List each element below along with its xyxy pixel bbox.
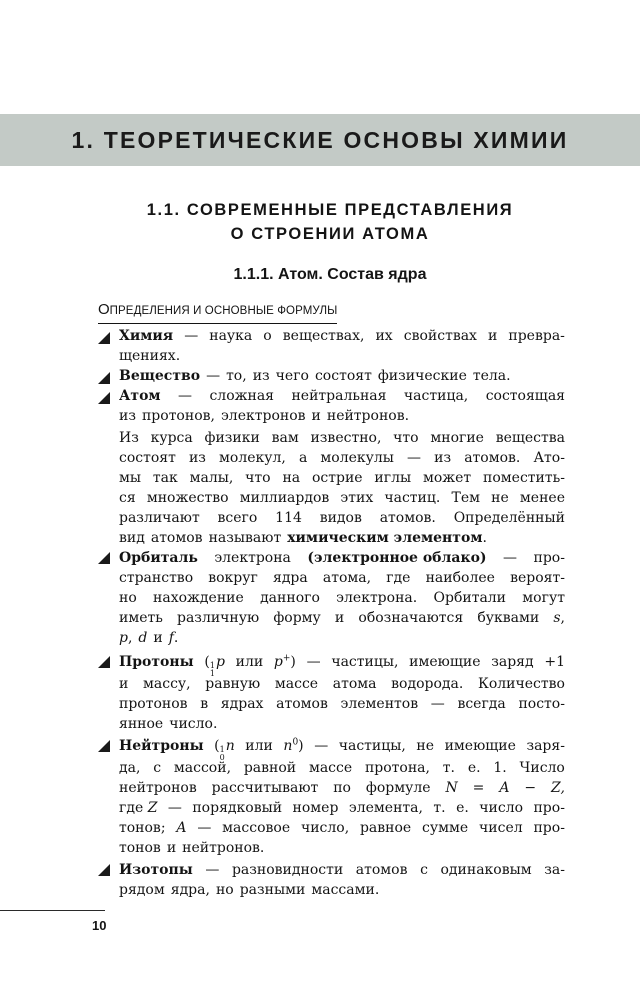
text-line: Нейтроны ( 1 0 n или $n^0$) — частицы, не имеющие заря-: [119, 737, 565, 762]
word: острие: [311, 470, 363, 486]
word: обозначаются: [358, 610, 464, 626]
word: веществах,: [282, 328, 365, 344]
word: из: [434, 450, 452, 466]
word: и: [488, 328, 498, 344]
word: атома,: [322, 570, 372, 586]
word: атома: [332, 676, 377, 692]
orbital-letter-p: p: [119, 630, 128, 646]
orbital-letter-d: d: [138, 630, 148, 646]
bullet-triangle-icon: [98, 392, 110, 404]
word: одинаковым: [440, 862, 532, 878]
chapter-title: 1. ТЕОРЕТИЧЕСКИЕ ОСНОВЫ ХИМИИ: [71, 127, 569, 153]
word: менее: [519, 490, 565, 506]
word: т.: [433, 800, 446, 816]
word: свойствах: [403, 328, 477, 344]
word: превра-: [508, 328, 565, 344]
word: этих: [340, 490, 374, 506]
word: число: [479, 800, 524, 816]
word: нейтральная: [291, 388, 387, 404]
word: разновидности: [231, 862, 344, 878]
word: атомов.: [464, 450, 521, 466]
word: форму: [273, 610, 321, 626]
word: протонов,: [141, 408, 215, 424]
neutron-superscript: 0: [292, 737, 299, 748]
word: вам: [271, 430, 299, 446]
word: имеющие: [444, 738, 516, 754]
bullet-triangle-icon: [98, 864, 110, 876]
word: Из: [119, 430, 139, 446]
formula-operator: =: [472, 780, 485, 796]
subsection-title: 1.1.1. Атом. Состав ядра: [233, 266, 427, 283]
word: атомов: [276, 696, 328, 712]
word: из: [252, 368, 270, 384]
word: так: [152, 470, 178, 486]
word: и: [311, 408, 321, 424]
term-chemical-element: химическим элементом: [287, 530, 483, 546]
word: частицы,: [331, 654, 399, 670]
word: тонов: [119, 840, 161, 856]
word: но: [119, 590, 137, 606]
word: атомов.: [379, 510, 436, 526]
text-line: [119, 880, 565, 900]
word: порядковый: [192, 800, 283, 816]
word: протона,: [364, 760, 430, 776]
word: протонов: [119, 696, 188, 712]
word: формуле: [365, 780, 431, 796]
bullet-triangle-icon: [98, 552, 110, 564]
neutron-charge-number: 0: [219, 753, 225, 762]
word: в: [200, 696, 209, 712]
formula-symbol: Z: [147, 800, 158, 816]
word: водорода.: [391, 676, 464, 692]
text-line: [119, 428, 565, 448]
word: —: [407, 450, 422, 466]
word: —: [205, 862, 220, 878]
formula-symbol: Z,: [551, 780, 565, 796]
word: а: [298, 450, 308, 466]
word: элемента,: [348, 800, 423, 816]
word: иглы: [374, 470, 412, 486]
word: е.: [467, 760, 481, 776]
text-line: [119, 568, 565, 588]
word: молекулы: [320, 450, 394, 466]
term-electron-cloud: (электронное облако): [307, 550, 487, 566]
text-line: [119, 406, 565, 426]
word: заряд: [491, 654, 534, 670]
word: массу,: [143, 676, 191, 692]
text-line: где Z — порядковый номер элемента, т. е. число про-: [119, 800, 565, 816]
word: разными: [239, 882, 306, 898]
formula-operator: −: [524, 780, 537, 796]
word: нахождение: [153, 590, 244, 606]
text-line: [119, 548, 565, 568]
word: частица,: [403, 388, 469, 404]
word: массой,: [173, 760, 232, 776]
word: —: [306, 654, 321, 670]
word: Орбитали: [433, 590, 507, 606]
word: вещества: [495, 430, 565, 446]
word: номер: [292, 800, 339, 816]
bullet-triangle-icon: [98, 372, 110, 384]
word: тела.: [472, 368, 511, 384]
word: состоят: [119, 450, 176, 466]
section-title-line-1: 1.1. СОВРЕМЕННЫЕ ПРЕДСТАВЛЕНИЯ: [146, 201, 514, 219]
term-protons: Протоны: [119, 654, 194, 670]
word: —: [184, 328, 199, 344]
text-line: [119, 838, 565, 858]
text-line: вид атомов называют химическим элементом.: [119, 530, 487, 546]
word: и: [334, 610, 345, 626]
text-line: иметь различную форму и обозначаются буквами s,: [119, 610, 565, 626]
word: сложная: [209, 388, 275, 404]
text-line: [119, 468, 565, 488]
word: —: [178, 388, 193, 404]
word: —: [430, 696, 445, 712]
word: янное: [119, 716, 164, 732]
word: вид: [119, 530, 145, 546]
word: наука: [209, 328, 253, 344]
page-number: 10: [92, 918, 107, 933]
chapter-banner: [0, 114, 640, 166]
word: может: [422, 470, 472, 486]
word: то,: [226, 368, 247, 384]
term-neutrons: Нейтроны: [119, 738, 204, 754]
text-line: [119, 326, 565, 346]
word: о: [263, 328, 272, 344]
word: миллиардов: [239, 490, 330, 506]
word: ядра: [272, 570, 308, 586]
text-line: [119, 778, 565, 798]
word: по: [333, 780, 351, 796]
word: про-: [533, 550, 565, 566]
word: множество: [146, 490, 229, 506]
word: называют: [208, 530, 282, 546]
word: число,: [300, 820, 350, 836]
word: щениях.: [119, 348, 181, 364]
word: нейтронов.: [182, 840, 265, 856]
word: 1.: [493, 760, 507, 776]
formula-symbol: A: [176, 820, 187, 836]
word: не: [416, 738, 435, 754]
word: атомов: [150, 530, 203, 546]
text-line: [119, 386, 565, 406]
word: и: [119, 676, 129, 692]
orbital-letter-f: f: [168, 630, 174, 646]
word: —: [503, 550, 518, 566]
term-orbital: Орбиталь: [119, 550, 198, 566]
word: равное: [359, 820, 412, 836]
word: чисел: [479, 820, 523, 836]
word: иметь: [119, 610, 163, 626]
neutron-mass-number: 1: [219, 745, 225, 754]
word: их: [375, 328, 393, 344]
word: с: [153, 760, 162, 776]
word: да,: [119, 760, 141, 776]
term-substance: Вещество: [119, 368, 201, 384]
word: Тем: [451, 490, 480, 506]
text-line: [119, 694, 565, 714]
word: вероят-: [510, 570, 565, 586]
word: имеющие: [409, 654, 481, 670]
bullet-triangle-icon: [98, 740, 110, 752]
section-title-line-2: О СТРОЕНИИ АТОМА: [230, 225, 430, 243]
text-line: [119, 714, 565, 734]
word: —: [167, 800, 182, 816]
word: данного: [260, 590, 320, 606]
word: про-: [533, 800, 565, 816]
proton-charge-number: 1: [209, 669, 215, 678]
word: или: [245, 738, 273, 754]
word: малы,: [189, 470, 234, 486]
word: рядом: [119, 882, 165, 898]
word: и: [166, 840, 177, 856]
text-line: [119, 488, 565, 508]
word: странство: [119, 570, 194, 586]
word: электрона: [214, 550, 291, 566]
neutron-symbol: n: [225, 738, 235, 754]
bullet-triangle-icon: [98, 332, 110, 344]
word: многие: [430, 430, 484, 446]
word: посто-: [518, 696, 565, 712]
word: из: [119, 408, 136, 424]
word: массами.: [311, 882, 380, 898]
word: не: [491, 490, 509, 506]
definitions-heading-underline: [98, 300, 337, 324]
text-line: Протоны ( 1 1 p или p+) — частицы, имеющие заряд +1: [119, 653, 565, 678]
word: —: [206, 368, 221, 384]
word: состоят: [314, 368, 372, 384]
footer-rule: [0, 910, 105, 911]
word: всегда: [457, 696, 506, 712]
word: равную: [205, 676, 261, 692]
word: массовое: [222, 820, 291, 836]
word: +1: [544, 654, 565, 670]
word: ядра,: [170, 882, 210, 898]
word: сумме: [422, 820, 469, 836]
definitions-heading: [98, 300, 337, 324]
proton-superscript: +: [282, 653, 291, 664]
word: поместить-: [483, 470, 565, 486]
word: Определённый: [453, 510, 565, 526]
term-isotopes: Изотопы: [119, 862, 193, 878]
word: наиболее: [425, 570, 495, 586]
word: число.: [169, 716, 218, 732]
word: всего: [217, 510, 258, 526]
formula-symbol: A: [499, 780, 510, 796]
text-line: [119, 758, 565, 778]
word: или: [235, 654, 264, 670]
word: ядрах: [220, 696, 264, 712]
word: ся: [119, 490, 136, 506]
word: частицы,: [338, 738, 406, 754]
word: состоящая: [485, 388, 565, 404]
word: с: [420, 862, 428, 878]
word: —: [197, 820, 212, 836]
word: на: [282, 470, 301, 486]
word: различную: [177, 610, 260, 626]
word: могут: [522, 590, 565, 606]
word: и: [153, 630, 163, 646]
definitions-heading-initial: О: [98, 301, 110, 318]
word: —: [314, 738, 329, 754]
word: где: [386, 570, 411, 586]
word: е.: [456, 800, 469, 816]
word: Число: [519, 760, 565, 776]
term-chemistry: Химия: [119, 328, 174, 344]
word: что: [393, 430, 419, 446]
word: массе: [308, 760, 353, 776]
section-title: [60, 198, 600, 246]
proton-symbol: p: [215, 654, 225, 670]
word: из: [188, 450, 206, 466]
word: электронов: [220, 408, 306, 424]
proton-mass-number: 1: [209, 661, 215, 670]
text-line: [119, 588, 565, 608]
orbital-letter-s: s: [553, 610, 561, 626]
word: курса: [150, 430, 193, 446]
word: физики: [204, 430, 260, 446]
word: электрона.: [336, 590, 418, 606]
word: рассчитывают: [211, 780, 319, 796]
word: про-: [533, 820, 565, 836]
word: атомов: [355, 862, 408, 878]
word: вокруг: [208, 570, 258, 586]
word: но: [215, 882, 234, 898]
word: т.: [442, 760, 455, 776]
word: Ато-: [533, 450, 565, 466]
word: элементов: [340, 696, 419, 712]
word: 114: [275, 510, 302, 526]
text-line: [119, 448, 565, 468]
word: частиц.: [384, 490, 441, 506]
word: известно,: [310, 430, 382, 446]
word: чего: [275, 368, 309, 384]
word: различают: [119, 510, 200, 526]
term-atom: Атом: [119, 388, 161, 404]
text-line: [119, 818, 565, 838]
formula-symbol: N: [445, 780, 458, 796]
word: мы: [119, 470, 142, 486]
word: что: [245, 470, 271, 486]
word: Количество: [477, 676, 565, 692]
word: массе: [274, 676, 319, 692]
text-line: [119, 674, 565, 694]
word: заря-: [526, 738, 565, 754]
word: равной: [243, 760, 297, 776]
word: нейтронов: [119, 780, 197, 796]
text-line: [119, 860, 565, 880]
bullet-triangle-icon: [98, 656, 110, 668]
definitions-heading-rest: ПРЕДЕЛЕНИЯ И ОСНОВНЫЕ ФОРМУЛЫ: [109, 305, 338, 317]
word: за-: [544, 862, 565, 878]
word: буквами: [477, 610, 540, 626]
word: видов: [319, 510, 362, 526]
text-line: [119, 366, 565, 386]
text-line: [119, 346, 565, 366]
word: молекул,: [219, 450, 286, 466]
text-line: [119, 508, 565, 528]
word: нейтронов.: [326, 408, 410, 424]
word: физические: [377, 368, 467, 384]
word: тонов;: [119, 820, 166, 836]
text-line: p, d и f.: [119, 630, 179, 646]
